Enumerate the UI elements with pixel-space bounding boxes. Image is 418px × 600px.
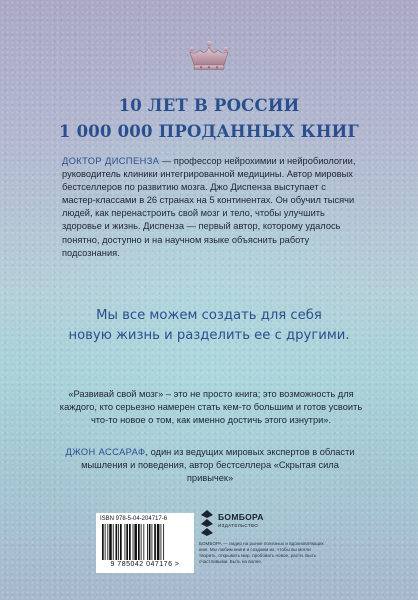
publisher-subtitle: ИЗДАТЕЛЬСТВО xyxy=(218,523,259,528)
quote-attribution xyxy=(60,446,360,485)
bombora-logo-icon xyxy=(199,509,215,537)
barcode-bars xyxy=(102,524,188,560)
isbn-label: ISBN 978-5-04-204717-6 xyxy=(100,516,168,522)
headline-copies-sold: 1 000 000 ПРОДАННЫХ КНИГ xyxy=(58,122,359,141)
author-name: ДОКТОР ДИСПЕНЗА xyxy=(62,156,160,166)
attribution-text: , один из ведущих мировых экспертов в области мышления и поведения, автор бестселлера «Скрытая сила привычек» xyxy=(81,447,355,483)
barcode-number: 9 785042 047176 > xyxy=(110,561,180,568)
author-bio xyxy=(62,155,362,260)
attribution-name: ДЖОН АССАРАФ xyxy=(65,447,146,457)
tagline-line-1: Мы все можем создать для себя xyxy=(96,308,322,323)
tagline xyxy=(30,306,388,346)
publisher-description: БОМБОРА — лидер на рынке полезных и вдохновляющих книг. Мы любим книги и создаем их, чтобы вы могли творить, открывать мир, пробовать новое, расти. Быть счастливыми. Быть на волне. xyxy=(199,541,324,564)
review-quote: «Развивай свой мозг» – это не просто книга; это возможность для каждого, кто серьезно намерен стать кем-то большим и готов усвоить что-то новое о том, как именно достичь этого изнутри». xyxy=(59,389,363,425)
tagline-line-2: новую жизнь и разделить ее с другими. xyxy=(68,328,350,343)
barcode xyxy=(96,513,194,573)
headline-years: 10 ЛЕТ В РОССИИ xyxy=(118,96,300,115)
publisher-name: БОМБОРА xyxy=(218,512,264,522)
author-bio-text: — профессор нейрохимии и нейробиологии, руководитель клиники интегрированной медицины. Автор мировых бестселлеров по развитию мозга. Джо Диспенза выступает с мастер-классами в 26 странах на 5 континентах. Он обучил тысячи людей, как перенастроить свой мозг и тело, чтобы улучшить здоровье и жизнь. Диспенза — первый автор, которому удалось понятно, доступно и на научном языке объяснить работу подсознания. xyxy=(62,156,356,258)
crown-icon xyxy=(186,40,232,74)
